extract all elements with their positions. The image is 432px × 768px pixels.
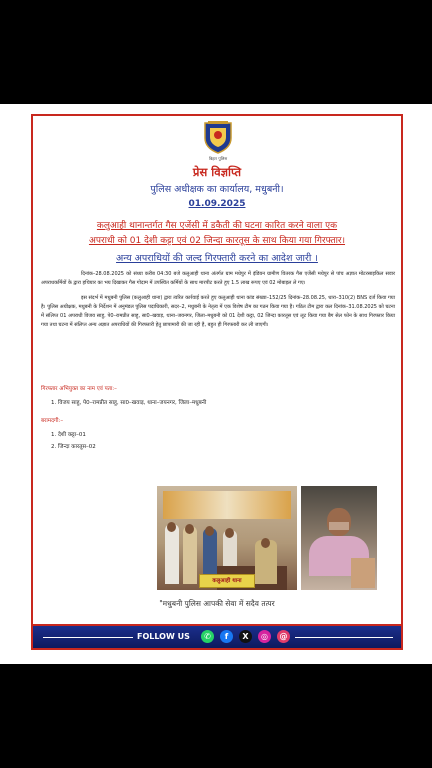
- recovered-item: 2. जिन्दा कारतूस–02: [51, 444, 96, 450]
- arrested-item: 1. विजय साहु, पे0–रामप्रीत साहु, सा0–खवाड़, थाना–जयनगर, जिला–मधुबनी: [51, 400, 207, 406]
- officer-head: [225, 528, 234, 538]
- press-release-page: [0, 104, 432, 664]
- officer-head: [261, 538, 270, 548]
- press-release-border: [31, 114, 403, 650]
- police-slogan: "मधुबनी पुलिस आपकी सेवा में सदैव तत्पर: [159, 599, 275, 608]
- facebook-icon[interactable]: f: [220, 630, 233, 643]
- station-nameplate: कलुआही थाना: [199, 574, 255, 588]
- recovered-label: बरामदगी:–: [41, 418, 64, 424]
- officer-head: [185, 524, 194, 534]
- footer-line-left: [43, 637, 133, 638]
- headline-line-2: अपराधी को 01 देशी कट्टा एवं 02 जिन्दा कारतूस के साथ किया गया गिरफ्तार।: [88, 236, 346, 246]
- instagram-icon[interactable]: ◎: [258, 630, 271, 643]
- x-icon[interactable]: X: [239, 630, 252, 643]
- arrest-photo: [157, 486, 297, 590]
- accused-head: [205, 526, 214, 536]
- threads-icon[interactable]: @: [277, 630, 290, 643]
- incident-paragraph: दिनांक–28.08.2025 को संध्या करीब 04:30 बजे कलुआही थाना अंतर्गत ग्राम मधेपुर में इंडियन ग्रामीण वितरक गैस एजेंसी मधेपुर से पांच अज्ञात मोटरसाइकिल सवार अपराधकर्मियों के द्वारा हथियार का भय दिखाकर गैस गोदाम में उपस्थित कर्मियों के साथ मारपीट करते हुए 1.5 लाख रूपए एवं 02 मोबाइल ले गए।: [41, 271, 395, 286]
- headline-line-3: अन्य अपराधियों की जल्द गिरफ्तारी करने का आदेश जारी ।: [116, 253, 318, 264]
- action-paragraph: इस संदर्भ में मधुबनी पुलिस (कलुआही थाना) द्वारा त्वरित कार्रवाई करते हुए कलुआही थाना कांड संख्या–152/25 दिनांक–28.08.25, धारा–310(2) BNS दर्ज किया गया है। पुलिस अधीक्षक, मधुबनी के निर्देशन में अनुमंडल पुलिस पदाधिकारी, सदर–2, मधुबनी के नेतृत्व में एक विशेष टीम का गठन किया गया है। गठित टीम द्वारा कल दिनांक–31.08.2025 को घटना में संलिप्त 01 अपराधी विजय साहु, पे0–रामप्रीत साहु, सा0–खवाड़, थाना–जयनगर, जिला–मधुबनी को 01 देशी कट्टा, 02 जिन्दा कारतूस एवं लूट किया गया बैग सेल फोन के साथ गिरफ्तार किया गया तथा घटना में संलिप्त अन्य अज्ञात अपराधियों की गिरफ्तारी हेतु छापामारी की जा रही है, बहुत ही गिरफ्तारी कर ली जाएगी।: [41, 295, 395, 328]
- footer-line-right: [295, 637, 393, 638]
- press-release-title: प्रेस विज्ञप्ति: [192, 165, 242, 179]
- face-blur: [329, 522, 349, 530]
- office-name: पुलिस अधीक्षक का कार्यालय, मधुबनी।: [150, 184, 284, 195]
- footer-bar: [33, 624, 401, 648]
- officer-figure: [165, 524, 179, 584]
- officer-head: [167, 522, 176, 532]
- follow-us-label: FOLLOW US: [137, 632, 190, 641]
- officer-figure: [183, 526, 197, 584]
- accused-photo: [301, 486, 377, 590]
- recovered-item: 1. देशी कट्टा–01: [51, 432, 86, 438]
- police-banner: [163, 491, 291, 519]
- bihar-police-emblem-icon: [202, 120, 234, 154]
- release-date: 01.09.2025: [188, 199, 246, 209]
- arrested-label: गिरफ्तार अभियुक्त का नाम एवं पता:–: [41, 386, 117, 392]
- emblem-caption: बिहार पुलिस: [208, 156, 228, 161]
- headline-line-1: कलुआही थानान्तर्गत गैस एजेंसी में डकैती की घटना कारित करने वाला एक: [96, 221, 338, 231]
- recovered-bag: [351, 558, 375, 588]
- whatsapp-icon[interactable]: ✆: [201, 630, 214, 643]
